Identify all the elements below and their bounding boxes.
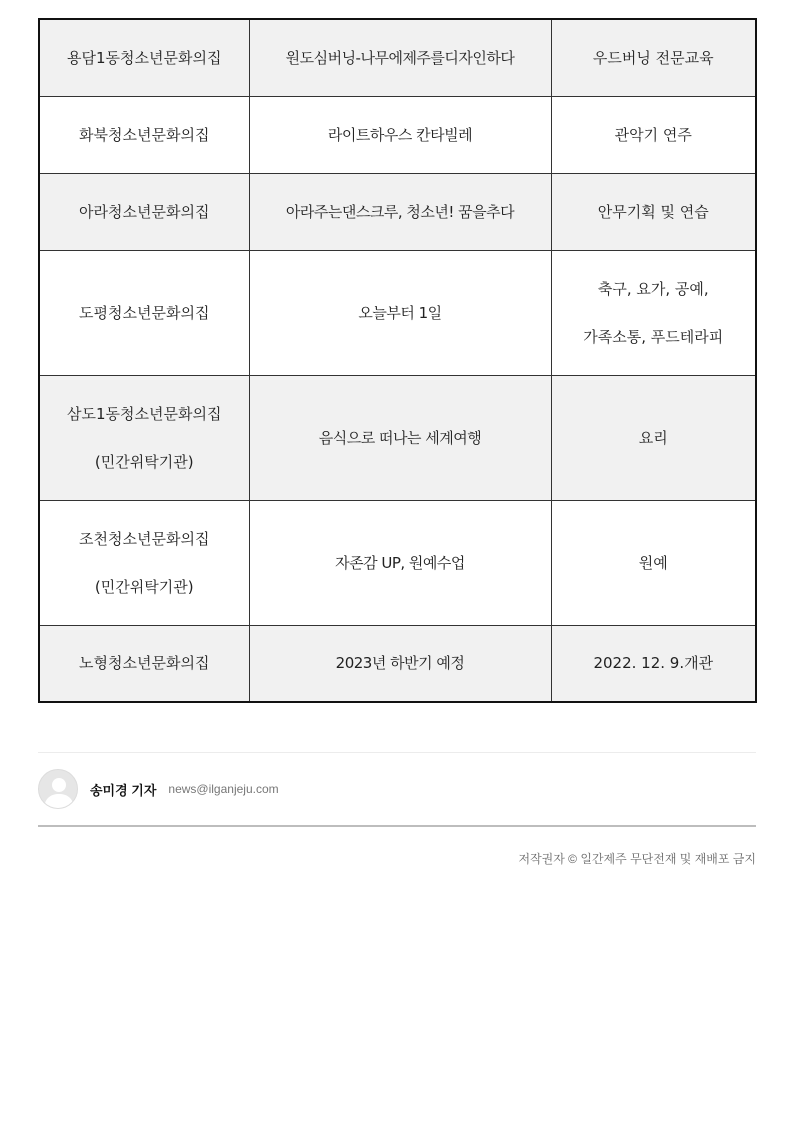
copyright-notice: 저작권자 © 일간제주 무단전재 및 재배포 금지 xyxy=(518,852,756,866)
program-name-cell xyxy=(249,250,551,375)
program-name-line: 음식으로 떠나는 세계여행 xyxy=(318,428,482,447)
user-avatar-placeholder-icon xyxy=(38,769,78,809)
program-content-line: 우드버닝 전문교육 xyxy=(592,48,714,67)
program-content-line: 관악기 연주 xyxy=(614,125,692,144)
table-row xyxy=(39,96,756,173)
center-name-line: 용담1동청소년문화의집 xyxy=(67,48,222,67)
program-content-cell xyxy=(551,500,756,625)
center-name-cell xyxy=(39,19,249,96)
program-content-cell xyxy=(551,173,756,250)
table-row xyxy=(39,173,756,250)
program-content-line: 안무기획 및 연습 xyxy=(597,202,709,221)
program-name-cell xyxy=(249,625,551,702)
author-byline xyxy=(38,768,279,810)
center-name-line: 조천청소년문화의집 xyxy=(79,529,210,548)
center-name-line: 삼도1동청소년문화의집 xyxy=(67,404,222,423)
author-divider-bottom xyxy=(38,825,756,827)
center-name-cell xyxy=(39,375,249,500)
table-row xyxy=(39,500,756,625)
program-content-cell xyxy=(551,250,756,375)
program-name-cell xyxy=(249,375,551,500)
table-row xyxy=(39,375,756,500)
program-content-line: 원예 xyxy=(638,553,668,572)
program-content-cell xyxy=(551,96,756,173)
program-content-line: 가족소통, 푸드테라피 xyxy=(583,327,724,346)
program-name-cell xyxy=(249,173,551,250)
center-name-cell xyxy=(39,96,249,173)
author-email[interactable]: news@ilganjeju.com xyxy=(168,782,279,796)
program-name-cell xyxy=(249,500,551,625)
center-name-cell xyxy=(39,173,249,250)
program-name-line: 원도심버닝-나무에제주를디자인하다 xyxy=(285,48,515,67)
program-name-cell xyxy=(249,19,551,96)
program-content-cell xyxy=(551,375,756,500)
program-name-line: 아라주는댄스크루, 청소년! 꿈을추다 xyxy=(285,202,515,221)
center-name-cell xyxy=(39,500,249,625)
table-row xyxy=(39,625,756,702)
center-name-line: (민간위탁기관) xyxy=(94,577,194,596)
author-name[interactable]: 송미경 기자 xyxy=(90,782,157,798)
program-name-line: 오늘부터 1일 xyxy=(358,303,442,322)
center-name-line: 화북청소년문화의집 xyxy=(79,125,210,144)
program-name-line: 자존감 UP, 원예수업 xyxy=(335,553,465,572)
table-row xyxy=(39,250,756,375)
program-name-line: 2023년 하반기 예정 xyxy=(335,654,465,673)
program-content-line: 2022. 12. 9.개관 xyxy=(593,654,714,673)
author-divider-top xyxy=(38,752,756,753)
center-name-line: (민간위탁기관) xyxy=(94,452,194,471)
program-content-line: 축구, 요가, 공예, xyxy=(597,279,709,298)
center-name-line: 노형청소년문화의집 xyxy=(79,654,210,673)
center-name-cell xyxy=(39,250,249,375)
user-silhouette-icon xyxy=(39,770,78,809)
program-content-cell xyxy=(551,625,756,702)
table-row xyxy=(39,19,756,96)
program-content-cell xyxy=(551,19,756,96)
program-name-cell xyxy=(249,96,551,173)
program-name-line: 라이트하우스 칸타빌레 xyxy=(327,125,473,144)
center-name-line: 아라청소년문화의집 xyxy=(79,202,210,221)
program-content-line: 요리 xyxy=(638,428,668,447)
center-name-line: 도평청소년문화의집 xyxy=(79,303,210,322)
program-table xyxy=(38,18,757,703)
center-name-cell xyxy=(39,625,249,702)
